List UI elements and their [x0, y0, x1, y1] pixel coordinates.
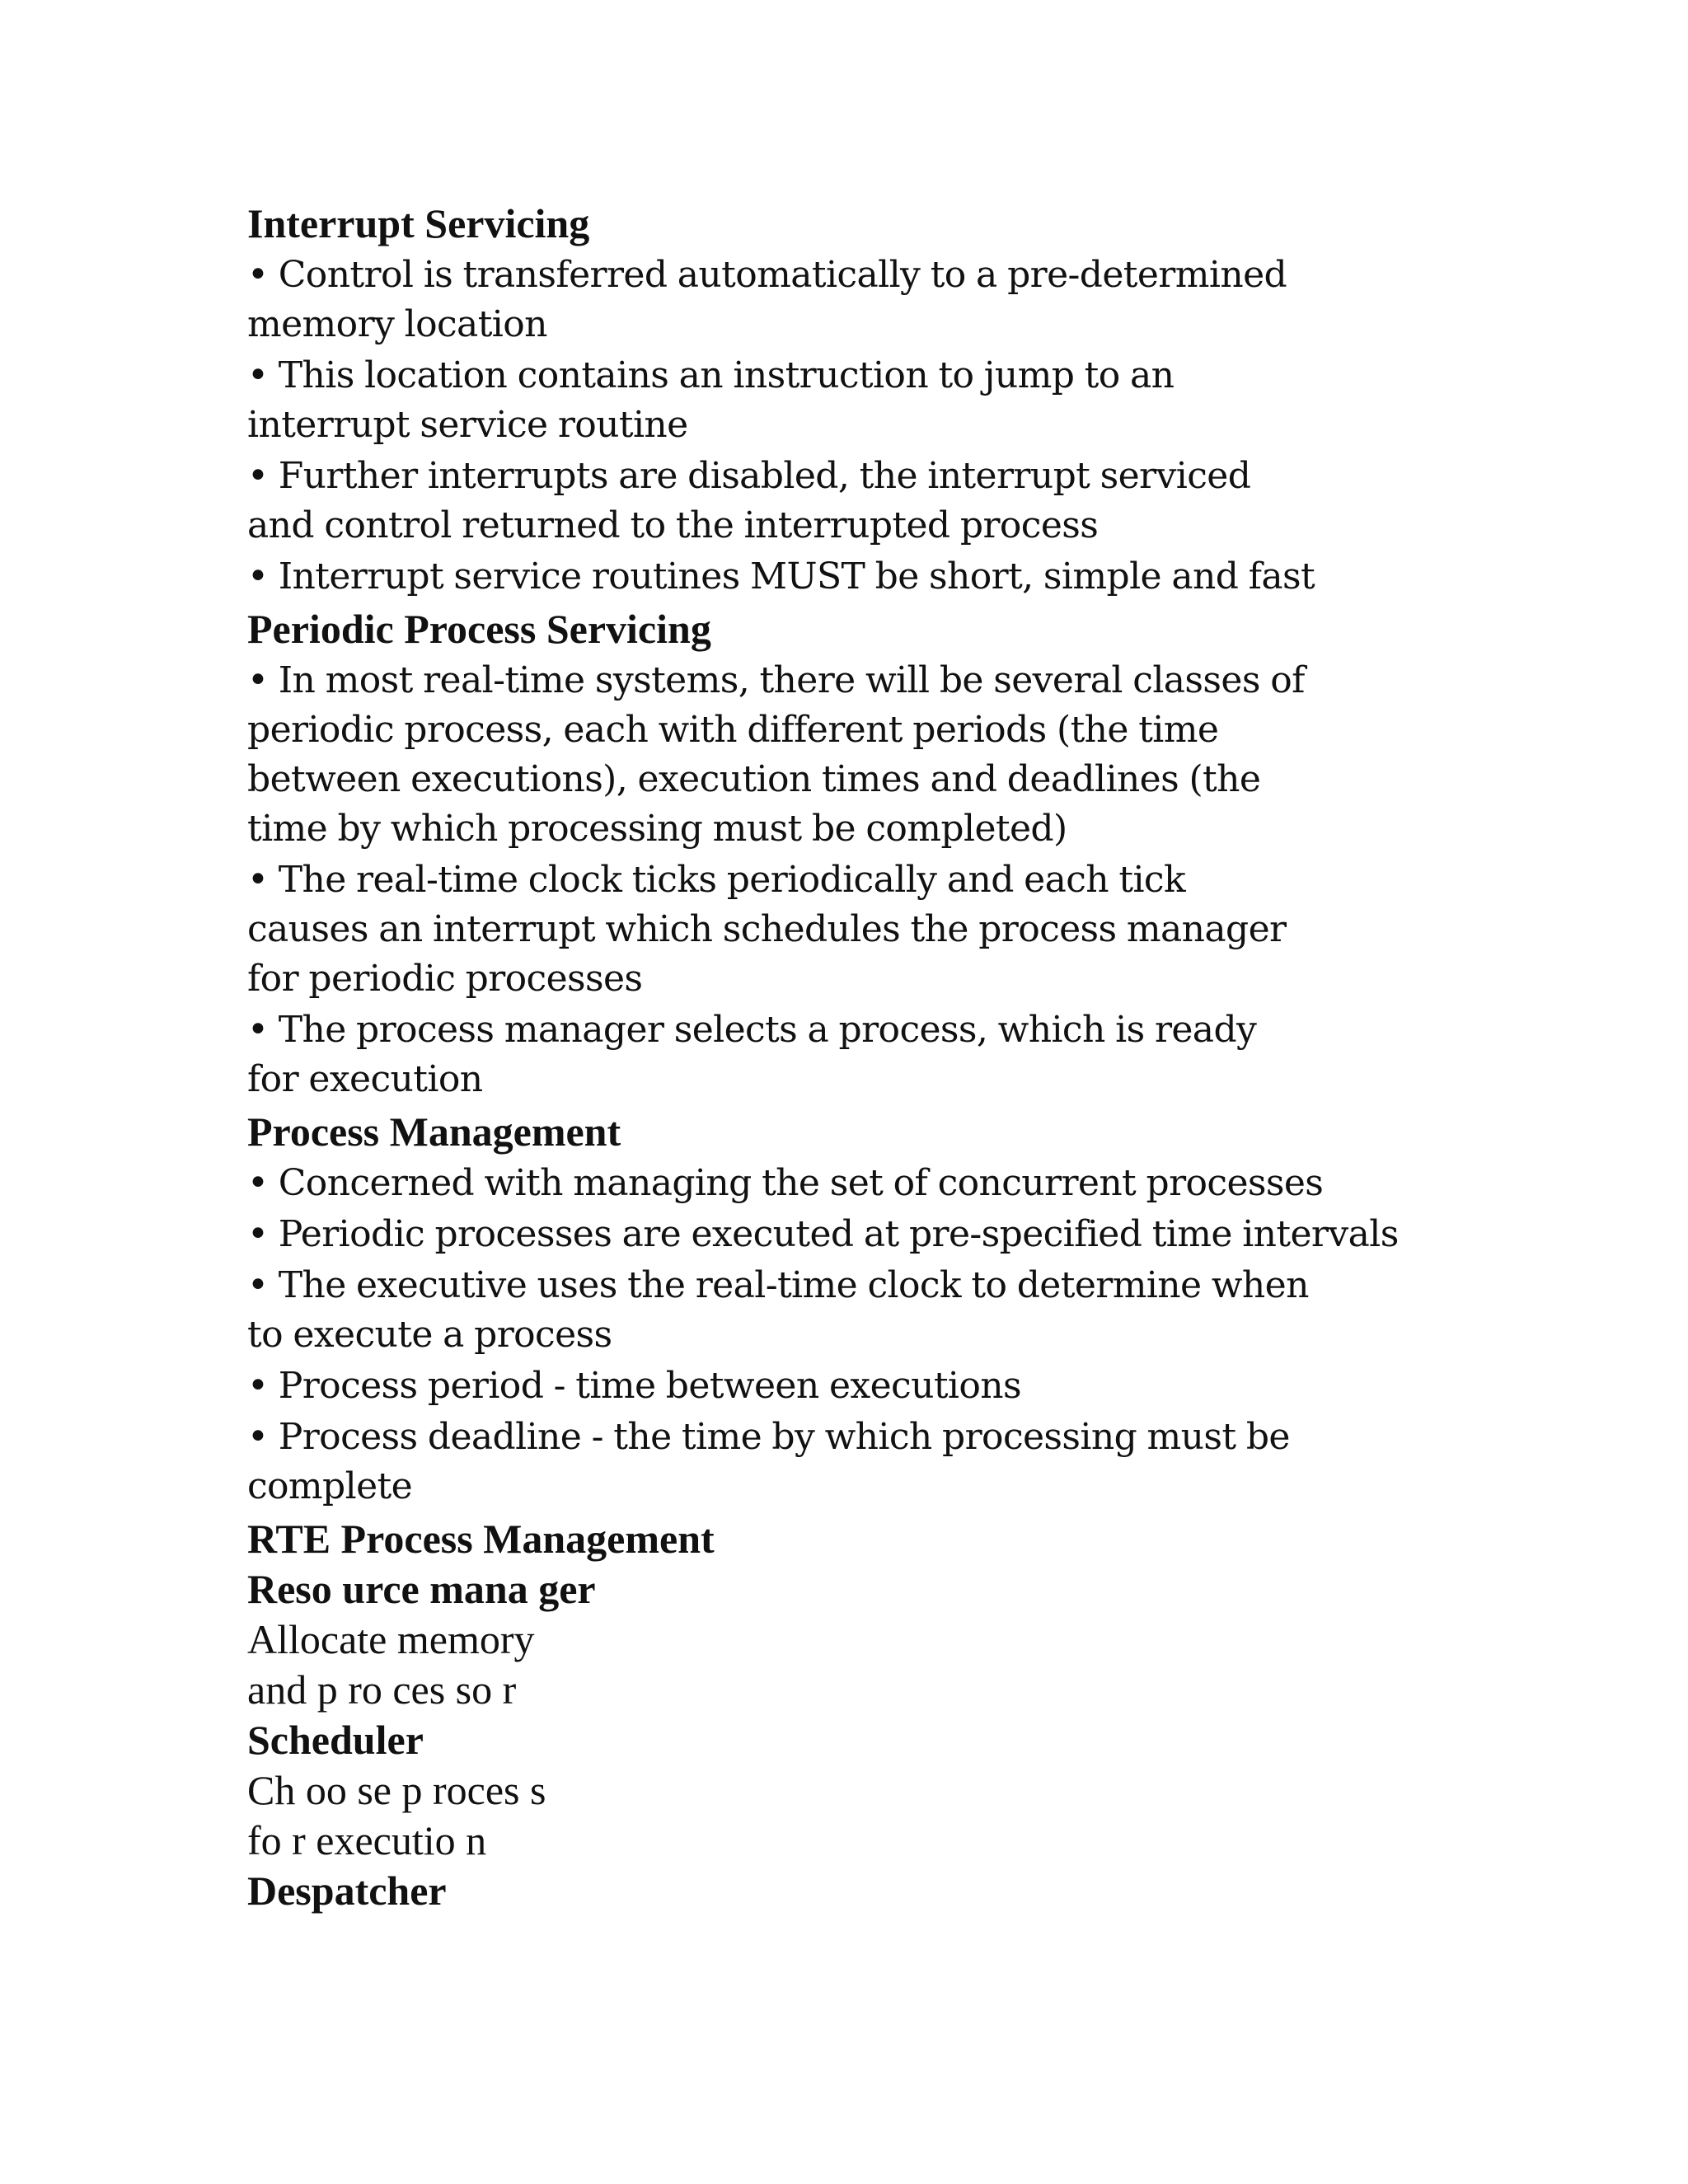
bullet-item: • Periodic processes are executed at pre-specified time intervals	[247, 1213, 1399, 1255]
bullet-item: • In most real-time systems, there will be several classes of periodic process, each with different periods (the time between executions), execution times and deadlines (the time by which processing must be completed)	[247, 659, 1305, 850]
resource-manager-text: and p ro ces so r	[247, 1666, 517, 1713]
scheduler-label: Scheduler	[247, 1717, 424, 1763]
bullet-item: • The real-time clock ticks periodically and each tick causes an interrupt which schedules the process manager for periodic processes	[247, 859, 1287, 1000]
despatcher-label: Despatcher	[247, 1868, 447, 1914]
resource-manager-text: Allocate memory	[247, 1616, 535, 1662]
section-periodic-process-servicing	[247, 603, 1401, 1104]
bullet-item: • The executive uses the real-time clock to determine when to execute a process	[247, 1264, 1309, 1356]
section-rte-process-management	[247, 1513, 1401, 1916]
bullet-item: • Further interrupts are disabled, the interrupt serviced and control returned to the interrupted process	[247, 455, 1251, 546]
scheduler-text: Ch oo se p roces s	[247, 1767, 546, 1813]
bullet-item: • Interrupt service routines MUST be short, simple and fast	[247, 555, 1315, 598]
section-heading: RTE Process Management	[247, 1516, 715, 1562]
bullet-item: • Control is transferred automatically to a pre-determined memory location	[247, 254, 1287, 345]
bullet-item: • Process period - time between executions	[247, 1365, 1021, 1407]
bullet-item: • The process manager selects a process, which is ready for execution	[247, 1009, 1257, 1100]
resource-manager-label: Reso urce mana ger	[247, 1566, 596, 1612]
bullet-item: • This location contains an instruction to jump to an interrupt service routine	[247, 354, 1175, 446]
section-interrupt-servicing	[247, 198, 1401, 602]
section-process-management	[247, 1106, 1401, 1511]
section-heading: Interrupt Servicing	[247, 200, 590, 246]
document-body	[247, 198, 1401, 1916]
section-heading: Process Management	[247, 1108, 621, 1155]
scheduler-text: fo r executio n	[247, 1817, 487, 1863]
bullet-item: • Concerned with managing the set of concurrent processes	[247, 1162, 1324, 1204]
bullet-item: • Process deadline - the time by which processing must be complete	[247, 1416, 1290, 1507]
section-heading: Periodic Process Servicing	[247, 606, 711, 652]
